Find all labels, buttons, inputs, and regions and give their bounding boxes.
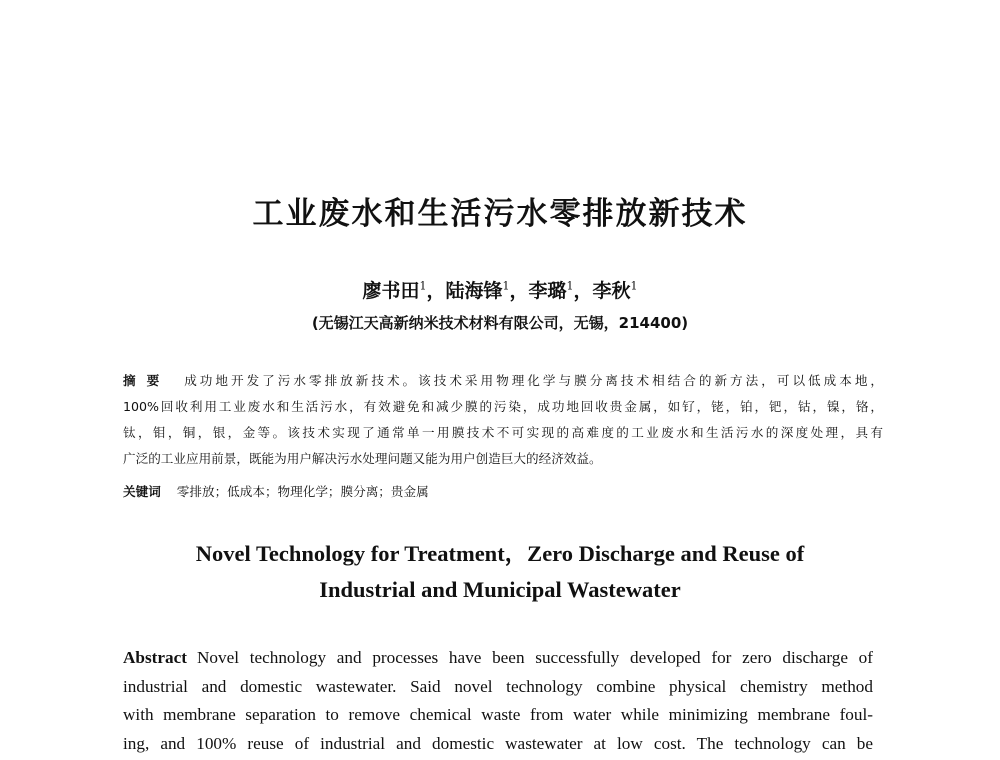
abstract-line: 100%回收利用工业废水和生活污水，有效避免和减少膜的污染，成功地回收贵金属，如钌，铑，铂，钯，钴，镍，铬， <box>123 399 883 414</box>
author-name: 廖书田 <box>362 280 420 302</box>
abstract-line: 广泛的工业应用前景，既能为用户解决污水处理问题又能为用户创造巨大的经济效益。 <box>123 451 602 466</box>
abstract-text: 成功地开发了污水零排放新技术。该技术采用物理化学与膜分离技术相结合的新方法，可以低成本地， <box>184 373 884 388</box>
english-title-line: Industrial and Municipal Wastewater <box>319 577 681 602</box>
author-affiliation-mark: 1 <box>566 279 574 293</box>
author-name: 李秋 <box>592 280 631 302</box>
author-affiliation-mark: 1 <box>502 279 510 293</box>
author-separator: ， <box>573 280 593 302</box>
abstract-label: Abstract <box>123 648 187 667</box>
abstract-line: industrial and domestic wastewater. Said novel technology combine physical chemistry method <box>123 676 873 696</box>
keywords-label: 关键词 <box>123 484 161 499</box>
english-title <box>0 536 1000 608</box>
abstract-line <box>123 368 883 394</box>
author-list <box>0 276 1000 303</box>
abstract-label: 摘要 <box>123 373 171 388</box>
chinese-title: 工业废水和生活污水零排放新技术 <box>252 196 748 232</box>
chinese-keywords <box>123 481 883 503</box>
author-separator: ， <box>426 280 446 302</box>
author-affiliation-mark: 1 <box>630 279 638 293</box>
author-name: 李璐 <box>528 280 567 302</box>
abstract-line: 钛，钼，铜，银，金等。该技术实现了通常单一用膜技术不可实现的高难度的工业废水和生活污水的深度处理，具有 <box>123 425 883 440</box>
keywords-text: 零排放；低成本；物理化学；膜分离；贵金属 <box>176 484 429 499</box>
abstract-line: ing, and 100% reuse of industrial and domestic wastewater at low cost. The technology can be <box>123 733 873 753</box>
abstract-line <box>123 644 873 673</box>
author-separator: ， <box>509 280 529 302</box>
english-abstract <box>123 644 873 758</box>
english-title-line: Novel Technology for Treatment，Zero Discharge and Reuse of <box>195 541 805 566</box>
affiliation: (无锡江天高新纳米技术材料有限公司，无锡，214400) <box>311 314 689 332</box>
chinese-abstract <box>123 368 883 472</box>
author-name: 陆海锋 <box>445 280 503 302</box>
author-affiliation-mark: 1 <box>419 279 427 293</box>
abstract-text: Novel technology and processes have been successfully developed for zero discharge of <box>196 648 873 667</box>
abstract-line: with membrane separation to remove chemical waste from water while minimizing membrane foul- <box>123 705 873 724</box>
